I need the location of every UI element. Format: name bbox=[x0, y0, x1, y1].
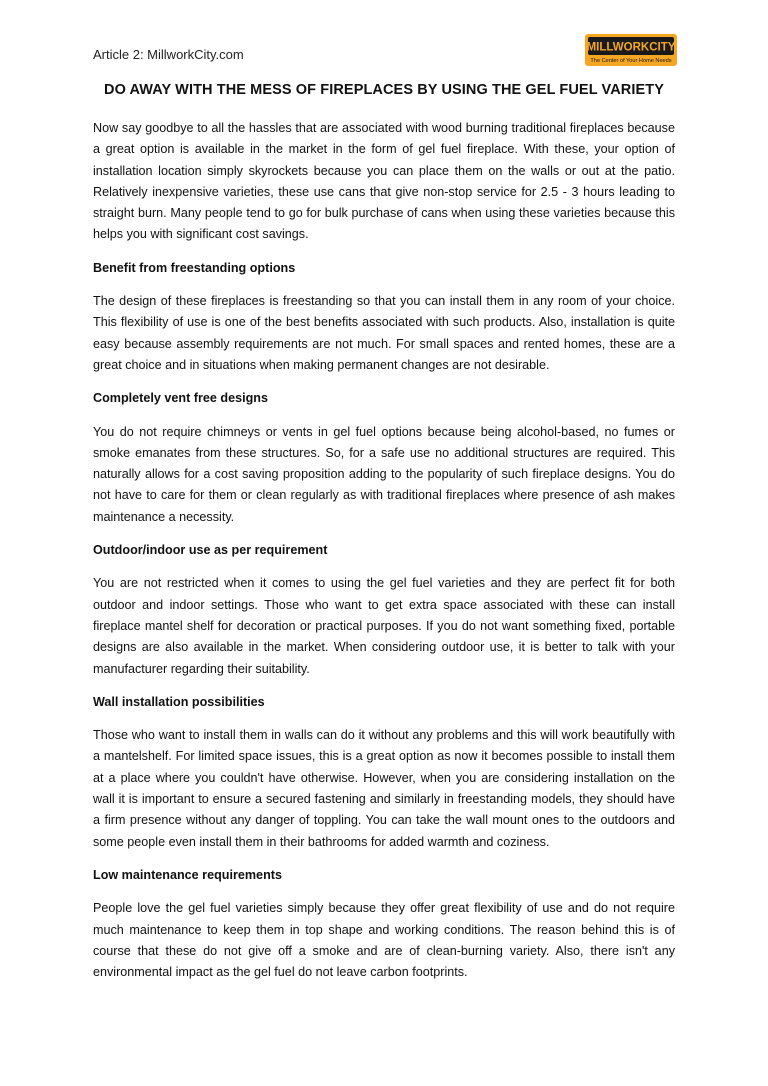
article-body bbox=[93, 118, 675, 995]
article-title: DO AWAY WITH THE MESS OF FIREPLACES BY USING THE GEL FUEL VARIETY bbox=[104, 82, 664, 98]
section-body-outdoor-indoor: You are not restricted when it comes to using the gel fuel varieties and they are perfect fit for both outdoor and indoor settings. Those who want to get extra space associated with these can install fireplace mantel shelf for decoration or practical purposes. If you do not want something fixed, portable designs are also available in the market. When considering outdoor use, it is better to talk with your manufacturer regarding their suitability. bbox=[93, 576, 675, 676]
section-body-low-maintenance: People love the gel fuel varieties simply because they offer great flexibility of use and do not require much maintenance to keep them in top shape and working conditions. The reason behind this is of course that these do not give off a smoke and are of clean-burning variety. Also, there isn't any environmental impact as the gel fuel do not leave carbon footprints. bbox=[93, 901, 675, 980]
section-body-vent-free: You do not require chimneys or vents in gel fuel options because being alcohol-based, no fumes or smoke emanates from these structures. So, for a safe use no additional structures are required. This naturally allows for a cost saving proposition adding to the popularity of such fireplace designs. You do not have to care for them or clean regularly as with traditional fireplaces where presence of ash makes maintenance a necessity. bbox=[93, 424, 675, 524]
section-heading-vent-free: Completely vent free designs bbox=[93, 391, 268, 406]
section-heading-freestanding: Benefit from freestanding options bbox=[93, 260, 296, 275]
section-heading-outdoor-indoor: Outdoor/indoor use as per requirement bbox=[93, 543, 328, 558]
section-heading-wall-installation: Wall installation possibilities bbox=[93, 694, 265, 709]
millworkcity-logo bbox=[585, 34, 677, 66]
section-heading-low-maintenance: Low maintenance requirements bbox=[93, 867, 282, 882]
logo-wordmark: MILLWORKCITY bbox=[586, 41, 676, 54]
logo-tagline: The Center of Your Home Needs bbox=[590, 58, 672, 64]
intro-paragraph: Now say goodbye to all the hassles that are associated with wood burning traditional fireplaces because a great option is available in the market in the form of gel fuel fireplace. With these, your option of installation location simply skyrockets because you can place them on the walls or out at the patio. Relatively inexpensive varieties, these use cans that give non-stop service for 2.5 - 3 hours leading to straight burn. Many people tend to go for bulk purchase of cans when using these varieties because this helps you with significant cost savings. bbox=[93, 121, 675, 242]
section-body-freestanding: The design of these fireplaces is freestanding so that you can install them in any room of your choice. This flexibility of use is one of the best benefits associated with such products. Also, installation is quite easy because assembly requirements are not much. For small spaces and rented homes, these are a great choice and in situations when making permanent changes are not desirable. bbox=[93, 294, 675, 372]
section-body-wall-installation: Those who want to install them in walls can do it without any problems and this will work beautifully with a mantelshelf. For limited space issues, this is a great option as now it becomes possible to install them at a place where you couldn't have otherwise. However, when you are considering installation on the wall it is important to ensure a secured fastening and similarly in freestanding models, they should have a firm presence without any danger of toppling. You can take the wall mount ones to the outdoors and some people even install them in their bathrooms for added warmth and coziness. bbox=[93, 728, 675, 849]
article-header-label: Article 2: MillworkCity.com bbox=[93, 47, 244, 62]
